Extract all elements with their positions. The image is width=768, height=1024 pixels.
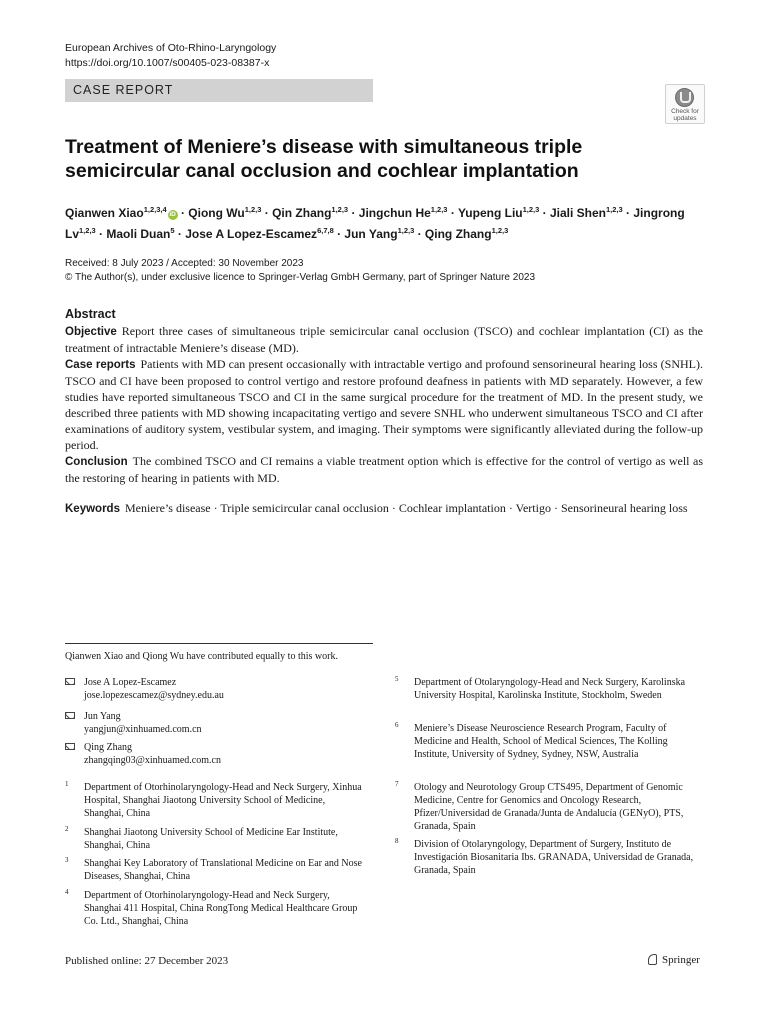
author-affiliation-marker: 1,2,3 <box>522 205 540 214</box>
author-name: Jingchun He <box>358 206 431 220</box>
badge-line-1: Check for <box>671 108 699 115</box>
author-affiliation-marker: 1,2,3 <box>244 205 262 214</box>
section-label: CASE REPORT <box>73 83 174 97</box>
equal-contribution-note: Qianwen Xiao and Qiong Wu have contributed equally to this work. <box>65 651 338 662</box>
affiliation-text: Division of Otolaryngology, Department of Surgery, Instituto de Investigación Biosanitaria Ibs. GRANADA, Universidad de Granada, Granada, Spain <box>414 839 694 876</box>
affiliation-number: 8 <box>395 837 399 845</box>
springer-horse-icon <box>648 954 657 965</box>
affiliation-number: 3 <box>65 856 69 864</box>
author[interactable] <box>185 227 334 241</box>
author-name: Jun Yang <box>344 227 398 241</box>
author-affiliation-marker: 5 <box>170 226 175 235</box>
affiliation <box>395 781 700 833</box>
copyright-line: © The Author(s), under exclusive licence to Springer-Verlag GmbH Germany, part of Springer Nature 2023 <box>65 272 535 283</box>
affiliation-text: Shanghai Key Laboratory of Translational Medicine on Ear and Nose Diseases, Shanghai, China <box>84 858 362 882</box>
author[interactable] <box>65 206 178 220</box>
correspondence-entry <box>65 741 385 767</box>
publisher-logo[interactable] <box>648 953 700 967</box>
affiliation-number: 7 <box>395 780 399 788</box>
affiliation <box>65 857 365 883</box>
doi-link[interactable]: https://doi.org/10.1007/s00405-023-08387-x <box>65 57 270 69</box>
author[interactable] <box>272 206 348 220</box>
author-name: Qin Zhang <box>272 206 332 220</box>
affiliation-text: Meniere’s Disease Neuroscience Research Program, Faculty of Medicine and Health, School of Medical Sciences, The Kolling Institute, University of Sydney, Sydney, NSW, Australia <box>414 723 668 760</box>
correspondence-name: Jose A Lopez-Escamez <box>84 677 177 688</box>
received-accepted: Received: 8 July 2023 / Accepted: 30 November 2023 <box>65 258 304 269</box>
affiliation-text: Department of Otorhinolaryngology-Head and Neck Surgery, Shanghai 411 Hospital, China RongTong Medical Healthcare Group Co. Ltd., Shanghai, China <box>84 890 358 927</box>
journal-header <box>65 41 276 71</box>
affiliation-number: 5 <box>395 675 399 683</box>
affiliation <box>395 838 700 877</box>
author[interactable] <box>550 206 623 220</box>
abstract-label: Objective <box>65 326 117 338</box>
author-affiliation-marker: 1,2,3,4 <box>143 205 167 214</box>
abstract-objective <box>65 323 703 356</box>
publisher-name: Springer <box>662 954 700 966</box>
published-online: Published online: 27 December 2023 <box>65 955 229 967</box>
correspondence-name: Qing Zhang <box>84 742 133 753</box>
abstract <box>65 306 703 486</box>
section-label-bar <box>65 79 373 102</box>
publication-dates <box>65 257 705 285</box>
author[interactable] <box>106 227 174 241</box>
affiliation-number: 1 <box>65 780 69 788</box>
abstract-case-reports <box>65 356 703 453</box>
envelope-icon <box>65 678 75 685</box>
author[interactable] <box>359 206 448 220</box>
correspondence-name: Jun Yang <box>84 711 121 722</box>
orcid-icon[interactable]: iD <box>169 211 176 218</box>
affiliation-text: Department of Otorhinolaryngology-Head and Neck Surgery, Xinhua Hospital, Shanghai Jiaotong University School of Medicine, Shanghai, China <box>84 782 362 819</box>
author-name: Maoli Duan <box>106 227 171 241</box>
affiliation <box>65 889 365 928</box>
author-name: Qiong Wu <box>188 206 245 220</box>
author-affiliation-marker: 1,2,3 <box>331 205 349 214</box>
author[interactable] <box>188 206 261 220</box>
correspondence-entry <box>65 710 385 736</box>
author-name: Jingrong Lv <box>65 206 685 241</box>
author[interactable] <box>425 227 508 241</box>
correspondence-email[interactable]: zhangqing03@xinhuamed.com.cn <box>84 755 221 766</box>
journal-name: European Archives of Oto-Rhino-Laryngology <box>65 42 277 54</box>
author[interactable] <box>458 206 539 220</box>
correspondence-email[interactable]: yangjun@xinhuamed.com.cn <box>84 724 202 735</box>
abstract-label: Conclusion <box>65 456 128 468</box>
affiliation-text: Otology and Neurotology Group CTS495, Department of Genomic Medicine, Centre for Genomics and Oncology Research, Pfizer/Universidad de Granada/Junta de Andalucía (GENyO), PTS, Granada, Spain <box>414 782 684 832</box>
author-affiliation-marker: 1,2,3 <box>491 226 509 235</box>
correspondence-entry <box>65 676 385 702</box>
abstract-text: The combined TSCO and CI remains a viable treatment option which is effective for the control of vertigo as well as the restoring of hearing in patients with MD. <box>65 454 703 485</box>
check-for-updates-badge[interactable] <box>665 84 705 124</box>
abstract-text: Patients with MD can present occasionally with intractable vertigo and profound sensorineural hearing loss (SNHL). TSCO and CI have been proposed to control vertigo and restore profound deafness in patients with MD separately. However, a few studies have reported simultaneous TSCO and CI in the same surgical procedure for the treatment of MD. In the present study, we described three patients with MD showing incapacitating vertigo and severe SNHL who underwent simultaneous TSCO and CI after examinations of auditory system, vestibular system, and imaging. Their symptoms were significantly alleviated during the follow-up period. <box>65 357 703 452</box>
author-affiliation-marker: 1,2,3 <box>606 205 623 214</box>
author[interactable] <box>344 227 414 241</box>
abstract-heading: Abstract <box>65 307 116 321</box>
affiliation <box>395 722 700 761</box>
affiliation <box>395 676 700 702</box>
affiliation-text: Department of Otolaryngology-Head and Neck Surgery, Karolinska University Hospital, Karolinska Institute, Stockholm, Sweden <box>414 677 686 701</box>
author-list: Qianwen Xiao$^{1,2,3,4}$iD · Qiong Wu$^{1,2,3}$ · Qin Zhang$^{1,2,3}$ · Jingchun He$^{1,2,3}$ · Yupeng Liu$^{1,2,3}$ · Jiali Shen$^{1,2,3}$ · Jingrong Lv$^{1,2,3}$ · Maoli Duan$^5$ · Jose A Lopez-Escamez$^{6,7,8}$ · Jun Yang$^{1,2,3}$ · Qing Zhang$^{1,2,3}$ <box>65 205 685 241</box>
keywords-text: Meniere’s disease · Triple semicircular canal occlusion · Cochlear implantation · Vertigo · Sensorineural hearing loss <box>124 501 688 515</box>
correspondence-email[interactable]: jose.lopezescamez@sydney.edu.au <box>84 690 224 701</box>
envelope-icon <box>65 712 75 719</box>
keywords <box>65 500 703 517</box>
author-affiliation-marker: 6,7,8 <box>317 226 334 235</box>
author-affiliation-marker: 1,2,3 <box>79 226 96 235</box>
check-for-updates-icon <box>675 88 694 107</box>
abstract-conclusion <box>65 453 703 486</box>
affiliation-number: 2 <box>65 825 69 833</box>
affiliation-number: 6 <box>395 721 399 729</box>
affiliation-text: Shanghai Jiaotong University School of Medicine Ear Institute, Shanghai, China <box>84 827 338 851</box>
affiliation-number: 4 <box>65 888 69 896</box>
author-name: Jose A Lopez-Escamez <box>185 227 318 241</box>
affiliation <box>65 826 365 852</box>
author-affiliation-marker: 1,2,3 <box>430 205 448 214</box>
affiliation <box>65 781 365 820</box>
abstract-text: Report three cases of simultaneous triple semicircular canal occlusion (TSCO) and cochlear implantation (CI) as the treatment of intractable Meniere’s disease (MD). <box>65 324 703 355</box>
badge-line-2: updates <box>673 115 697 122</box>
abstract-label: Case reports <box>65 359 136 371</box>
author-affiliation-marker: 1,2,3 <box>397 226 415 235</box>
envelope-icon <box>65 743 75 750</box>
paper-title: Treatment of Meniere’s disease with simultaneous triple semicircular canal occlusion and cochlear implantation <box>65 136 583 182</box>
keywords-label: Keywords <box>65 503 120 515</box>
author-name: Qianwen Xiao <box>65 206 144 220</box>
footnote-divider <box>65 643 373 644</box>
author-name: Qing Zhang <box>424 227 492 241</box>
author-name: Jiali Shen <box>549 206 606 220</box>
author-name: Yupeng Liu <box>457 206 523 220</box>
